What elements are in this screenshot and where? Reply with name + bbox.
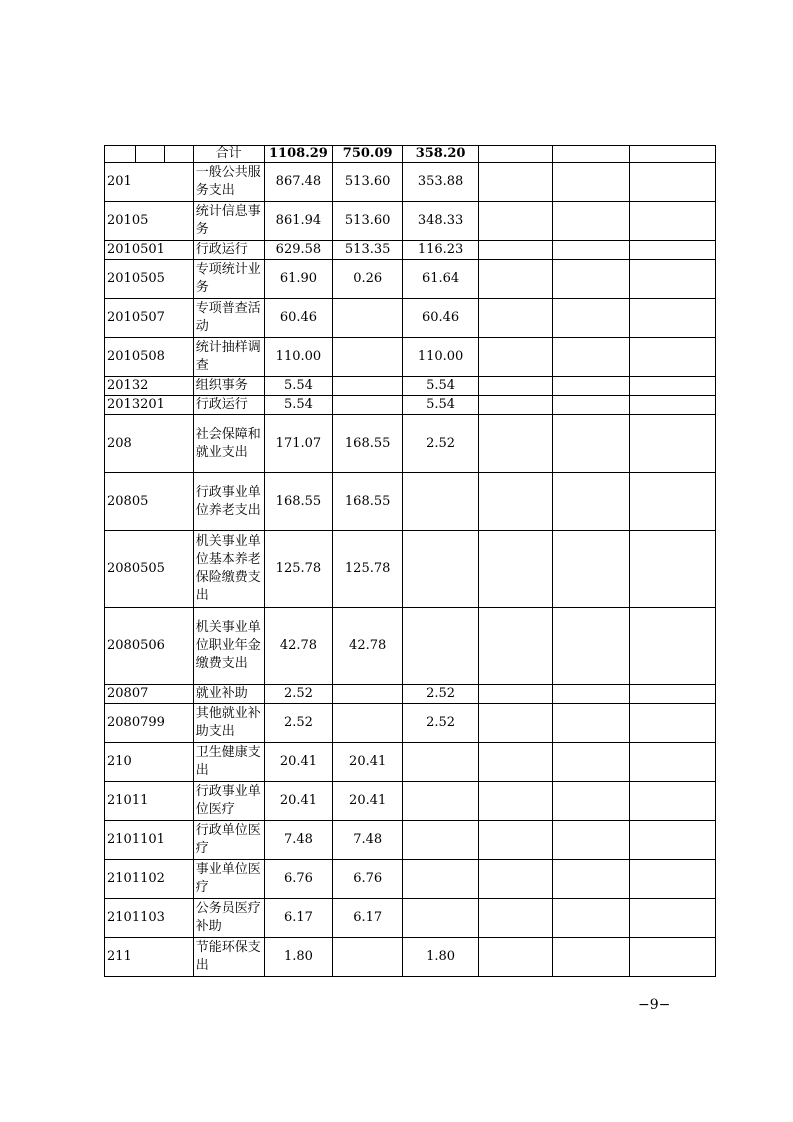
empty-cell <box>479 260 553 299</box>
row-basic-amount <box>333 396 403 415</box>
empty-cell <box>630 260 716 299</box>
row-project-amount: 2.52 <box>403 685 479 704</box>
total-amount: 1108.29 <box>264 146 333 163</box>
row-total-amount: 6.76 <box>264 860 333 899</box>
row-name: 公务员医疗补助 <box>193 899 264 938</box>
empty-cell <box>553 821 630 860</box>
row-total-amount: 2.52 <box>264 685 333 704</box>
table-row <box>105 938 716 977</box>
row-code: 2080505 <box>105 531 194 608</box>
row-basic-amount: 20.41 <box>333 743 403 782</box>
row-basic-amount <box>333 338 403 377</box>
empty-cell <box>553 899 630 938</box>
row-project-amount: 116.23 <box>403 241 479 260</box>
row-total-amount: 125.78 <box>264 531 333 608</box>
empty-cell <box>630 163 716 202</box>
row-project-amount <box>403 860 479 899</box>
row-basic-amount <box>333 685 403 704</box>
empty-cell <box>553 743 630 782</box>
table-row <box>105 377 716 396</box>
empty-cell <box>630 377 716 396</box>
empty-cell <box>553 163 630 202</box>
table-row <box>105 260 716 299</box>
row-project-amount <box>403 608 479 685</box>
row-project-amount <box>403 821 479 860</box>
empty-cell <box>553 241 630 260</box>
row-total-amount: 42.78 <box>264 608 333 685</box>
empty-cell <box>479 396 553 415</box>
table-row <box>105 685 716 704</box>
table-row <box>105 415 716 473</box>
empty-cell <box>630 473 716 531</box>
empty-cell <box>479 473 553 531</box>
row-name: 组织事务 <box>193 377 264 396</box>
row-name: 一般公共服务支出 <box>193 163 264 202</box>
code-class-cell <box>105 146 136 163</box>
table-row <box>105 338 716 377</box>
row-code: 211 <box>105 938 194 977</box>
row-total-amount: 168.55 <box>264 473 333 531</box>
row-name: 节能环保支出 <box>193 938 264 977</box>
total-row <box>105 146 716 163</box>
empty-cell <box>630 396 716 415</box>
table-row <box>105 163 716 202</box>
empty-cell <box>553 938 630 977</box>
row-total-amount: 867.48 <box>264 163 333 202</box>
empty-cell <box>479 163 553 202</box>
code-item-cell <box>165 146 194 163</box>
empty-cell <box>479 415 553 473</box>
row-code: 2101102 <box>105 860 194 899</box>
row-name: 机关事业单位基本养老保险缴费支出 <box>193 531 264 608</box>
table-row <box>105 860 716 899</box>
empty-cell <box>630 531 716 608</box>
row-project-amount <box>403 531 479 608</box>
row-project-amount: 5.54 <box>403 396 479 415</box>
table-row <box>105 899 716 938</box>
row-total-amount: 110.00 <box>264 338 333 377</box>
row-total-amount: 861.94 <box>264 202 333 241</box>
empty-cell <box>553 531 630 608</box>
row-project-amount: 110.00 <box>403 338 479 377</box>
empty-cell <box>630 821 716 860</box>
empty-cell <box>479 899 553 938</box>
row-name: 就业补助 <box>193 685 264 704</box>
row-basic-amount: 513.35 <box>333 241 403 260</box>
row-code: 20132 <box>105 377 194 396</box>
row-name: 社会保障和就业支出 <box>193 415 264 473</box>
row-basic-amount <box>333 299 403 338</box>
empty-cell <box>553 685 630 704</box>
empty-cell <box>630 608 716 685</box>
row-basic-amount: 513.60 <box>333 202 403 241</box>
row-basic-amount <box>333 704 403 743</box>
row-total-amount: 1.80 <box>264 938 333 977</box>
row-code: 2010507 <box>105 299 194 338</box>
row-total-amount: 6.17 <box>264 899 333 938</box>
row-project-amount: 61.64 <box>403 260 479 299</box>
empty-cell <box>553 860 630 899</box>
empty-cell <box>553 260 630 299</box>
empty-cell <box>553 396 630 415</box>
row-project-amount: 348.33 <box>403 202 479 241</box>
row-total-amount: 20.41 <box>264 743 333 782</box>
empty-cell <box>630 704 716 743</box>
row-project-amount: 60.46 <box>403 299 479 338</box>
row-name: 其他就业补助支出 <box>193 704 264 743</box>
row-code: 201 <box>105 163 194 202</box>
empty-cell <box>553 608 630 685</box>
row-name: 专项统计业务 <box>193 260 264 299</box>
budget-expenditure-table <box>104 145 716 977</box>
empty-cell <box>553 338 630 377</box>
empty-cell <box>553 377 630 396</box>
empty-cell <box>479 704 553 743</box>
row-name: 统计信息事务 <box>193 202 264 241</box>
empty-cell <box>479 860 553 899</box>
empty-cell <box>479 685 553 704</box>
row-code: 2101101 <box>105 821 194 860</box>
row-name: 行政运行 <box>193 396 264 415</box>
row-code: 2080506 <box>105 608 194 685</box>
table-row <box>105 531 716 608</box>
row-basic-amount: 6.76 <box>333 860 403 899</box>
row-basic-amount: 513.60 <box>333 163 403 202</box>
row-code: 20805 <box>105 473 194 531</box>
empty-cell <box>479 938 553 977</box>
empty-cell <box>553 415 630 473</box>
row-name: 卫生健康支出 <box>193 743 264 782</box>
row-total-amount: 61.90 <box>264 260 333 299</box>
row-project-amount <box>403 899 479 938</box>
row-code: 2080799 <box>105 704 194 743</box>
row-basic-amount <box>333 938 403 977</box>
empty-cell <box>479 241 553 260</box>
table-row <box>105 743 716 782</box>
table-row <box>105 241 716 260</box>
table-row <box>105 704 716 743</box>
row-code: 20105 <box>105 202 194 241</box>
row-total-amount: 20.41 <box>264 782 333 821</box>
total-project-amount: 358.20 <box>403 146 479 163</box>
table-row <box>105 202 716 241</box>
empty-cell <box>553 473 630 531</box>
table-row <box>105 299 716 338</box>
empty-cell <box>630 743 716 782</box>
row-total-amount: 629.58 <box>264 241 333 260</box>
row-project-amount: 5.54 <box>403 377 479 396</box>
row-total-amount: 2.52 <box>264 704 333 743</box>
empty-cell <box>553 704 630 743</box>
row-name: 机关事业单位职业年金缴费支出 <box>193 608 264 685</box>
row-code: 21011 <box>105 782 194 821</box>
row-basic-amount: 42.78 <box>333 608 403 685</box>
empty-cell <box>630 146 716 163</box>
table-row <box>105 473 716 531</box>
row-project-amount: 2.52 <box>403 415 479 473</box>
row-name: 行政事业单位养老支出 <box>193 473 264 531</box>
row-basic-amount: 6.17 <box>333 899 403 938</box>
row-project-amount: 1.80 <box>403 938 479 977</box>
empty-cell <box>553 782 630 821</box>
row-project-amount <box>403 743 479 782</box>
row-code: 2010508 <box>105 338 194 377</box>
empty-cell <box>479 743 553 782</box>
empty-cell <box>630 899 716 938</box>
row-code: 20807 <box>105 685 194 704</box>
row-code: 2013201 <box>105 396 194 415</box>
empty-cell <box>479 338 553 377</box>
row-project-amount <box>403 782 479 821</box>
empty-cell <box>630 685 716 704</box>
row-name: 专项普查活动 <box>193 299 264 338</box>
empty-cell <box>630 338 716 377</box>
row-code: 2010505 <box>105 260 194 299</box>
row-total-amount: 60.46 <box>264 299 333 338</box>
empty-cell <box>553 202 630 241</box>
empty-cell <box>479 377 553 396</box>
row-total-amount: 171.07 <box>264 415 333 473</box>
empty-cell <box>630 860 716 899</box>
empty-cell <box>479 299 553 338</box>
row-code: 210 <box>105 743 194 782</box>
row-project-amount: 2.52 <box>403 704 479 743</box>
empty-cell <box>479 531 553 608</box>
empty-cell <box>479 146 553 163</box>
table-row <box>105 821 716 860</box>
row-name: 行政运行 <box>193 241 264 260</box>
empty-cell <box>630 299 716 338</box>
row-name: 行政单位医疗 <box>193 821 264 860</box>
table-row <box>105 608 716 685</box>
row-project-amount <box>403 473 479 531</box>
empty-cell <box>479 782 553 821</box>
row-name: 行政事业单位医疗 <box>193 782 264 821</box>
row-name: 统计抽样调查 <box>193 338 264 377</box>
empty-cell <box>479 202 553 241</box>
empty-cell <box>630 241 716 260</box>
table-row <box>105 396 716 415</box>
row-total-amount: 5.54 <box>264 377 333 396</box>
row-total-amount: 7.48 <box>264 821 333 860</box>
row-code: 208 <box>105 415 194 473</box>
empty-cell <box>553 299 630 338</box>
empty-cell <box>630 782 716 821</box>
empty-cell <box>553 146 630 163</box>
row-basic-amount: 0.26 <box>333 260 403 299</box>
row-name: 事业单位医疗 <box>193 860 264 899</box>
code-section-cell <box>135 146 165 163</box>
page-number: −9− <box>638 997 671 1013</box>
total-basic-amount: 750.09 <box>333 146 403 163</box>
row-basic-amount: 168.55 <box>333 473 403 531</box>
row-basic-amount: 168.55 <box>333 415 403 473</box>
table-row <box>105 782 716 821</box>
row-basic-amount: 20.41 <box>333 782 403 821</box>
row-project-amount: 353.88 <box>403 163 479 202</box>
empty-cell <box>630 202 716 241</box>
row-code: 2101103 <box>105 899 194 938</box>
total-label: 合计 <box>193 146 264 163</box>
row-total-amount: 5.54 <box>264 396 333 415</box>
empty-cell <box>479 608 553 685</box>
empty-cell <box>630 415 716 473</box>
row-basic-amount: 7.48 <box>333 821 403 860</box>
row-basic-amount: 125.78 <box>333 531 403 608</box>
empty-cell <box>479 821 553 860</box>
empty-cell <box>630 938 716 977</box>
row-basic-amount <box>333 377 403 396</box>
row-code: 2010501 <box>105 241 194 260</box>
